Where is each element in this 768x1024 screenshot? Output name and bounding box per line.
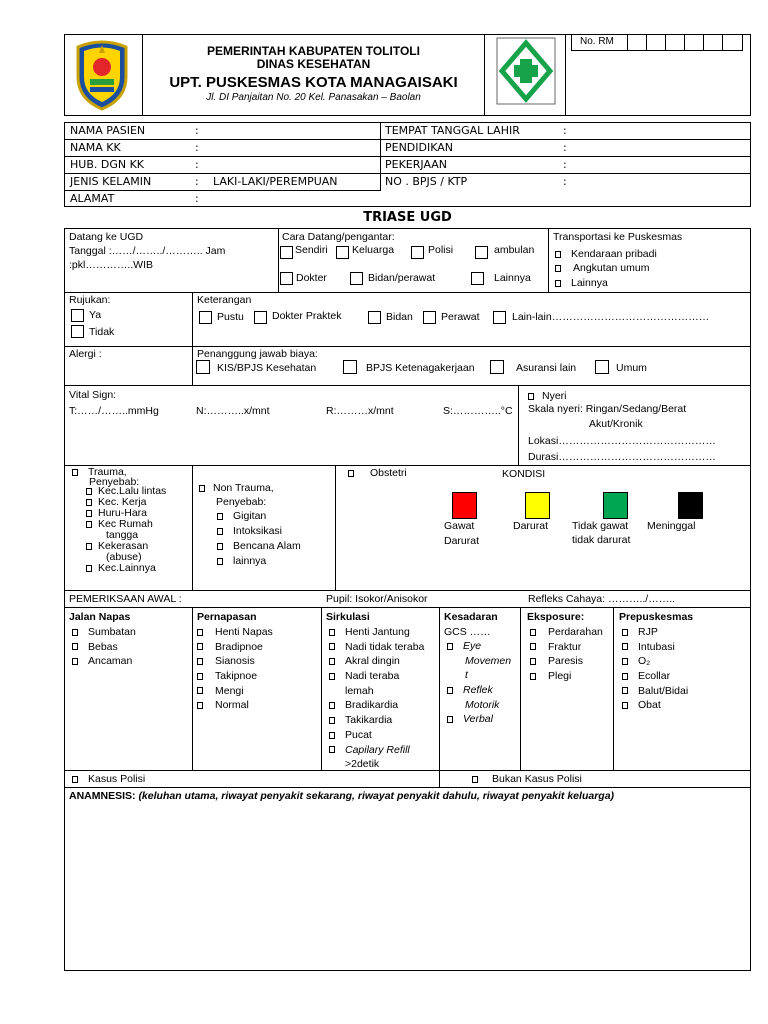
checkbox-icon bbox=[86, 565, 92, 572]
condition-text: tidak darurat bbox=[572, 534, 631, 546]
option-label: Perawat bbox=[441, 311, 480, 323]
checkbox-bpjs-tk[interactable] bbox=[343, 360, 357, 374]
exam-option-cont: Movemen bbox=[465, 654, 512, 667]
option-label: Dokter Praktek bbox=[272, 310, 342, 322]
colon: : bbox=[195, 192, 199, 205]
checkbox-icon bbox=[86, 499, 92, 506]
pain-scale: Skala nyeri: Ringan/Sedang/Berat bbox=[528, 403, 687, 415]
checkbox-icon bbox=[329, 702, 335, 709]
condition-text: Gawat bbox=[444, 520, 475, 532]
col-title-airway: Jalan Napas bbox=[69, 611, 131, 623]
nontrauma-item[interactable]: lainnya bbox=[217, 555, 266, 567]
exam-option[interactable]: Akral dingin bbox=[329, 654, 424, 669]
consciousness-list bbox=[447, 639, 511, 727]
checkbox-keluarga[interactable] bbox=[336, 246, 349, 259]
gov-name: PEMERINTAH KABUPATEN TOLITOLI bbox=[207, 44, 420, 58]
trauma-option[interactable]: Huru-Hara bbox=[86, 508, 166, 519]
colon: : bbox=[195, 124, 199, 137]
exam-option[interactable]: Henti Jantung bbox=[329, 625, 424, 640]
option-label: Dokter bbox=[296, 272, 327, 284]
arrival-time[interactable]: :pkl…………..WIB bbox=[69, 259, 154, 271]
condition-swatch-red[interactable] bbox=[452, 492, 477, 519]
form-title: TRIASE UGD bbox=[363, 210, 452, 225]
puskesmas-name: UPT. PUSKESMAS KOTA MANAGAISAKI bbox=[169, 74, 458, 91]
exam-option[interactable]: Fraktur bbox=[530, 640, 603, 655]
checkbox-icon bbox=[530, 629, 536, 636]
col-title-breathing: Pernapasan bbox=[197, 611, 257, 623]
exam-option[interactable]: Mengi bbox=[197, 684, 273, 699]
trauma-option[interactable]: Kec Rumah bbox=[86, 519, 166, 530]
checkbox-icon bbox=[217, 513, 223, 520]
arrival-method-label: Cara Datang/pengantar: bbox=[282, 231, 395, 243]
exam-option[interactable]: Reflek bbox=[447, 683, 511, 698]
anamnesis-area[interactable] bbox=[66, 803, 749, 969]
pain-duration[interactable]: Durasi……………………………………… bbox=[528, 451, 716, 463]
exam-option[interactable]: Takipnoe bbox=[197, 669, 273, 684]
checkbox-icon bbox=[555, 265, 561, 272]
checkbox-icon bbox=[197, 643, 203, 650]
checkbox-icon bbox=[86, 488, 92, 495]
exam-option[interactable]: Henti Napas bbox=[197, 625, 273, 640]
exam-option[interactable]: Sianosis bbox=[197, 654, 273, 669]
checkbox-lain-lain[interactable] bbox=[493, 311, 506, 324]
circulation-list bbox=[329, 625, 424, 772]
prepuskesmas-list bbox=[622, 625, 688, 713]
checkbox-dokter-praktek[interactable] bbox=[254, 311, 267, 324]
exposure-list bbox=[530, 625, 603, 684]
colon: : bbox=[195, 141, 199, 154]
option-label: Umum bbox=[616, 362, 647, 374]
checkbox-dokter[interactable] bbox=[280, 272, 293, 285]
exam-option[interactable]: Paresis bbox=[530, 654, 603, 669]
checkbox-perawat[interactable] bbox=[423, 311, 436, 324]
checkbox-icon bbox=[86, 521, 92, 528]
label-hub-kk: HUB. DGN KK bbox=[70, 158, 145, 171]
checkbox-tidak[interactable] bbox=[71, 325, 84, 338]
checkbox-icon bbox=[197, 673, 203, 680]
checkbox-icon bbox=[622, 687, 628, 694]
exam-option[interactable]: O₂ bbox=[622, 654, 688, 669]
option-label: Ya bbox=[89, 309, 102, 321]
checkbox-icon bbox=[530, 658, 536, 665]
initial-exam-label: PEMERIKSAAN AWAL : bbox=[69, 593, 182, 605]
checkbox-ambulan[interactable] bbox=[475, 246, 488, 259]
puskesmas-logo bbox=[496, 37, 556, 105]
checkbox-icon bbox=[447, 643, 453, 650]
option-label: Polisi bbox=[428, 244, 454, 256]
trauma-option-cont: (abuse) bbox=[106, 551, 142, 563]
agency-name: DINAS KESEHATAN bbox=[256, 57, 371, 71]
checkbox-polisi[interactable] bbox=[411, 246, 424, 259]
label-nama-kk: NAMA KK bbox=[70, 141, 121, 154]
col-title-exposure: Eksposure: bbox=[527, 611, 585, 623]
vitals-label: Vital Sign: bbox=[69, 389, 117, 401]
transport-label: Transportasi ke Puskesmas bbox=[553, 231, 683, 243]
checkbox-icon bbox=[86, 510, 92, 517]
transport-option[interactable]: Angkutan umum bbox=[555, 262, 649, 274]
option-label: Lain-lain……………………………………… bbox=[512, 311, 710, 323]
transport-option[interactable]: Lainnya bbox=[555, 277, 608, 289]
condition-label: KONDISI bbox=[502, 468, 546, 480]
reflex-field[interactable]: Refleks Cahaya: ………../…….. bbox=[528, 593, 676, 605]
option-label: Keluarga bbox=[352, 244, 395, 256]
checkbox-lainnya[interactable] bbox=[471, 272, 484, 285]
exam-option[interactable]: Capilary Refill bbox=[329, 743, 424, 758]
checkbox-asuransi[interactable] bbox=[490, 360, 504, 374]
checkbox-icon bbox=[555, 251, 561, 258]
checkbox-pustu[interactable] bbox=[199, 311, 212, 324]
colon: : bbox=[563, 175, 567, 188]
option-label: Tidak bbox=[89, 326, 115, 338]
regency-logo bbox=[72, 37, 132, 111]
gender-value[interactable]: LAKI-LAKI/PEREMPUAN bbox=[213, 175, 338, 188]
checkbox-icon bbox=[197, 702, 203, 709]
condition-text: Tidak gawat bbox=[572, 520, 629, 532]
colon: : bbox=[563, 158, 567, 171]
checkbox-icon bbox=[447, 687, 453, 694]
exam-option-cont: lemah bbox=[345, 684, 374, 697]
payer-label: Penanggung jawab biaya: bbox=[197, 348, 318, 360]
pain-location[interactable]: Lokasi……………………………………… bbox=[528, 435, 716, 447]
checkbox-icon bbox=[72, 658, 78, 665]
trauma-option[interactable]: Kekerasan bbox=[86, 541, 166, 552]
condition-text: Darurat bbox=[444, 535, 480, 547]
col-title-consciousness: Kesadaran bbox=[444, 611, 498, 623]
pain-scale-2: Akut/Kronik bbox=[589, 418, 643, 430]
breathing-list bbox=[197, 625, 273, 713]
checkbox-icon bbox=[197, 629, 203, 636]
checkbox-icon bbox=[72, 469, 78, 476]
referral-label: Rujukan: bbox=[69, 294, 111, 306]
gcs-field[interactable]: GCS …… bbox=[444, 626, 491, 638]
exam-option[interactable]: Takikardia bbox=[329, 713, 424, 728]
exam-option[interactable]: RJP bbox=[622, 625, 688, 640]
exam-option[interactable]: Sumbatan bbox=[72, 625, 136, 640]
arrival-label: Datang ke UGD bbox=[69, 231, 144, 243]
pupil-field[interactable]: Pupil: Isokor/Anisokor bbox=[326, 593, 428, 605]
label-pendidikan: PENDIDIKAN bbox=[385, 141, 454, 154]
checkbox-icon bbox=[555, 280, 561, 287]
police-case-option[interactable]: Kasus Polisi bbox=[72, 773, 145, 785]
option-label: ambulan bbox=[494, 244, 535, 256]
option-label: Pustu bbox=[217, 311, 244, 323]
condition-text: Darurat bbox=[513, 520, 549, 532]
exam-option[interactable]: Normal bbox=[197, 698, 273, 713]
option-label: Lainnya bbox=[494, 272, 531, 284]
trauma-option[interactable]: Kec. Kerja bbox=[86, 497, 166, 508]
nontrauma-item[interactable]: Intoksikasi bbox=[217, 525, 282, 537]
checkbox-icon bbox=[622, 702, 628, 709]
exam-option[interactable]: Obat bbox=[622, 698, 688, 713]
checkbox-icon bbox=[86, 543, 92, 550]
checkbox-icon bbox=[197, 687, 203, 694]
checkbox-icon bbox=[622, 629, 628, 636]
allergy-label: Alergi : bbox=[69, 348, 102, 360]
col-title-prepuskesmas: Prepuskesmas bbox=[619, 611, 694, 623]
checkbox-icon bbox=[622, 643, 628, 650]
checkbox-icon bbox=[199, 485, 205, 492]
checkbox-icon bbox=[197, 658, 203, 665]
anamnesis-label: ANAMNESIS: (keluhan utama, riwayat penyakit sekarang, riwayat penyakit dahulu, riwayat penyakit keluarga) bbox=[69, 790, 615, 802]
checkbox-icon bbox=[217, 543, 223, 550]
exam-option[interactable]: Bradikardia bbox=[329, 698, 424, 713]
checkbox-icon bbox=[329, 629, 335, 636]
no-rm-label: No. RM bbox=[580, 36, 614, 47]
checkbox-bidan-perawat[interactable] bbox=[350, 272, 363, 285]
trauma-option[interactable]: Kec.Lainnya bbox=[86, 563, 166, 574]
nontrauma-option[interactable]: Non Trauma, bbox=[199, 482, 274, 494]
airway-list bbox=[72, 625, 136, 669]
exam-option[interactable]: Ecollar bbox=[622, 669, 688, 684]
exam-option[interactable]: Nadi tidak teraba bbox=[329, 640, 424, 655]
exam-option[interactable]: Plegi bbox=[530, 669, 603, 684]
checkbox-kis-bpjs[interactable] bbox=[196, 360, 210, 374]
nontrauma-item[interactable]: Gigitan bbox=[217, 510, 266, 522]
trauma-cause-label: Penyebab: bbox=[89, 476, 140, 488]
checkbox-icon bbox=[622, 658, 628, 665]
checkbox-bidan[interactable] bbox=[368, 311, 381, 324]
exam-option-cont: t bbox=[465, 669, 468, 682]
obstetri-option[interactable]: Obstetri bbox=[348, 467, 407, 479]
colon: : bbox=[195, 175, 199, 188]
exam-option-cont: >2detik bbox=[345, 758, 380, 771]
colon: : bbox=[563, 141, 567, 154]
colon: : bbox=[563, 124, 567, 137]
option-label: Asuransi lain bbox=[516, 362, 577, 374]
label-ttl: TEMPAT TANGGAL LAHIR bbox=[385, 124, 520, 137]
condition-swatch-yellow[interactable] bbox=[525, 492, 550, 519]
exam-option[interactable]: Bebas bbox=[72, 640, 136, 655]
referral-note-label: Keterangan bbox=[197, 294, 252, 306]
temp-field[interactable]: S:…………..°C bbox=[443, 405, 513, 417]
bp-field[interactable]: T:……/……..mmHg bbox=[69, 405, 159, 417]
address: Jl. DI Panjaitan No. 20 Kel. Panasakan – Baolan bbox=[206, 92, 421, 103]
label-nama-pasien: NAMA PASIEN bbox=[70, 124, 146, 137]
label-bpjs-ktp: NO . BPJS / KTP bbox=[385, 175, 468, 188]
option-label: KIS/BPJS Kesehatan bbox=[217, 362, 317, 374]
condition-text: Meninggal bbox=[647, 520, 696, 532]
checkbox-umum[interactable] bbox=[595, 360, 609, 374]
pain-option[interactable]: Nyeri bbox=[528, 390, 567, 402]
checkbox-icon bbox=[329, 717, 335, 724]
checkbox-icon bbox=[472, 776, 478, 783]
pulse-field[interactable]: N:………..x/mnt bbox=[196, 405, 270, 417]
transport-option[interactable]: Kendaraan pribadi bbox=[555, 248, 657, 260]
checkbox-sendiri[interactable] bbox=[280, 246, 293, 259]
checkbox-icon bbox=[217, 528, 223, 535]
exam-option[interactable]: Eye bbox=[447, 639, 511, 654]
option-label: Bidan/perawat bbox=[368, 272, 436, 284]
nontrauma-cause-label: Penyebab: bbox=[216, 496, 267, 508]
option-label: BPJS Ketenagakerjaan bbox=[366, 362, 475, 374]
exam-option[interactable]: Pucat bbox=[329, 728, 424, 743]
exam-option[interactable]: Perdarahan bbox=[530, 625, 603, 640]
checkbox-icon bbox=[329, 732, 335, 739]
checkbox-icon bbox=[329, 658, 335, 665]
checkbox-icon bbox=[528, 393, 534, 400]
trauma-option[interactable]: Trauma, bbox=[72, 466, 127, 478]
exam-option[interactable]: Balut/Bidai bbox=[622, 684, 688, 699]
exam-option[interactable]: Ancaman bbox=[72, 654, 136, 669]
label-pekerjaan: PEKERJAAN bbox=[385, 158, 448, 171]
arrival-date[interactable]: Tanggal :……/……../……….. Jam bbox=[69, 245, 226, 257]
checkbox-icon bbox=[530, 673, 536, 680]
option-label: Sendiri bbox=[295, 244, 328, 256]
col-title-circulation: Sirkulasi bbox=[326, 611, 370, 623]
trauma-option[interactable]: Kec.Lalu lintas bbox=[86, 486, 166, 497]
checkbox-icon bbox=[217, 558, 223, 565]
exam-option[interactable]: Bradipnoe bbox=[197, 640, 273, 655]
resp-field[interactable]: R:………x/mnt bbox=[326, 405, 394, 417]
trauma-causes bbox=[89, 486, 169, 574]
label-jenis-kelamin: JENIS KELAMIN bbox=[70, 175, 152, 188]
trauma-option-cont: tangga bbox=[106, 529, 139, 541]
exam-option[interactable]: Verbal bbox=[447, 712, 511, 727]
checkbox-icon bbox=[72, 643, 78, 650]
option-label: Bidan bbox=[386, 311, 413, 323]
nontrauma-item[interactable]: Bencana Alam bbox=[217, 540, 301, 552]
checkbox-icon bbox=[622, 673, 628, 680]
condition-swatch-green[interactable] bbox=[603, 492, 628, 519]
exam-option-cont: Motorik bbox=[465, 698, 500, 711]
condition-swatch-black[interactable] bbox=[678, 492, 703, 519]
checkbox-icon bbox=[329, 746, 335, 753]
label-alamat: ALAMAT bbox=[70, 192, 115, 205]
non-police-case-option[interactable]: Bukan Kasus Polisi bbox=[472, 773, 582, 785]
checkbox-icon bbox=[72, 629, 78, 636]
exam-option[interactable]: Intubasi bbox=[622, 640, 688, 655]
checkbox-ya[interactable] bbox=[71, 309, 84, 322]
checkbox-icon bbox=[348, 470, 354, 477]
checkbox-icon bbox=[530, 643, 536, 650]
checkbox-icon bbox=[329, 643, 335, 650]
checkbox-icon bbox=[447, 716, 453, 723]
colon: : bbox=[195, 158, 199, 171]
checkbox-icon bbox=[329, 673, 335, 680]
exam-option[interactable]: Nadi teraba bbox=[329, 669, 424, 684]
checkbox-icon bbox=[72, 776, 78, 783]
